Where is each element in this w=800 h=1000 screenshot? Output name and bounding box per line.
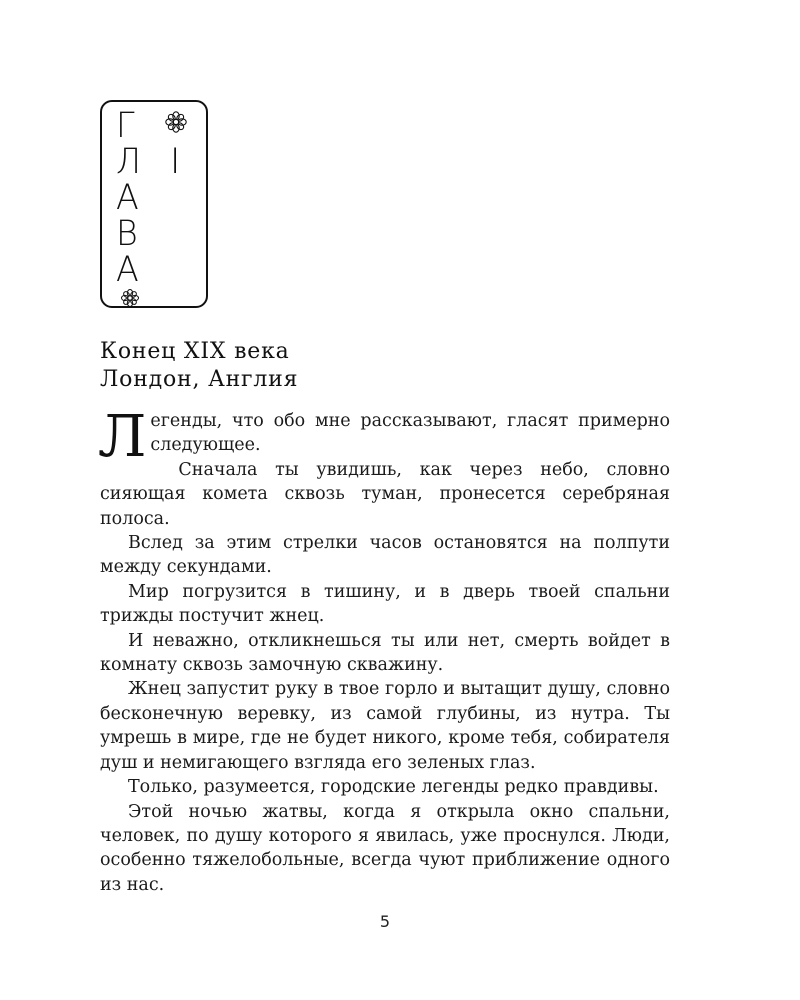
paragraph-text: егенды, что обо мне рассказывают, гласят примерно следующее. — [150, 411, 670, 456]
setting-place: Лондон, Англия — [100, 367, 299, 392]
chapter-setting — [100, 338, 298, 394]
paragraph: Сначала ты увидишь, как через небо, словно сияющая комета сквозь туман, пронесется серебряная полоса. — [100, 459, 670, 529]
chapter-letter: А — [116, 178, 139, 218]
chapter-letter: А — [116, 250, 139, 290]
paragraph: И неважно, откликнешься ты или нет, смерть войдет в комнату сквозь замочную скважину. — [100, 630, 670, 676]
chapter-body — [98, 402, 670, 897]
paragraph: Этой ночью жатвы, когда я открыла окно спальни, человек, по душу которого я явилась, уже проснулся. Люди, особенно тяжелобольные, всегда чуют приближение одного из нас. — [100, 801, 670, 895]
page-number: 5 — [379, 912, 391, 931]
flower-icon — [120, 288, 140, 308]
paragraph: Вслед за этим стрелки часов остановятся на полпути между секундами. — [100, 533, 670, 578]
paragraph — [98, 402, 670, 470]
setting-time: Конец XIX века — [100, 339, 290, 364]
chapter-letter: В — [116, 214, 138, 254]
chapter-number: I — [170, 142, 181, 182]
chapter-letter: Г — [116, 106, 135, 146]
chapter-heading-box — [100, 100, 208, 308]
paragraph: Жнец запустит руку в твое горло и вытащит душу, словно бесконечную веревку, из самой глубины, из нутра. Ты умрешь в мире, где не будет никого, кроме тебя, собирателя душ и немигающего взгляда его зеленых глаз. — [100, 679, 670, 773]
paragraph: Только, разумеется, городские легенды редко правдивы. — [128, 777, 659, 798]
chapter-letter: Л — [116, 142, 142, 182]
drop-cap: Л — [98, 402, 147, 470]
paragraph: Мир погрузится в тишину, и в дверь твоей спальни трижды постучит жнец. — [100, 581, 670, 627]
flower-icon — [164, 110, 188, 134]
chapter-word — [116, 108, 142, 288]
